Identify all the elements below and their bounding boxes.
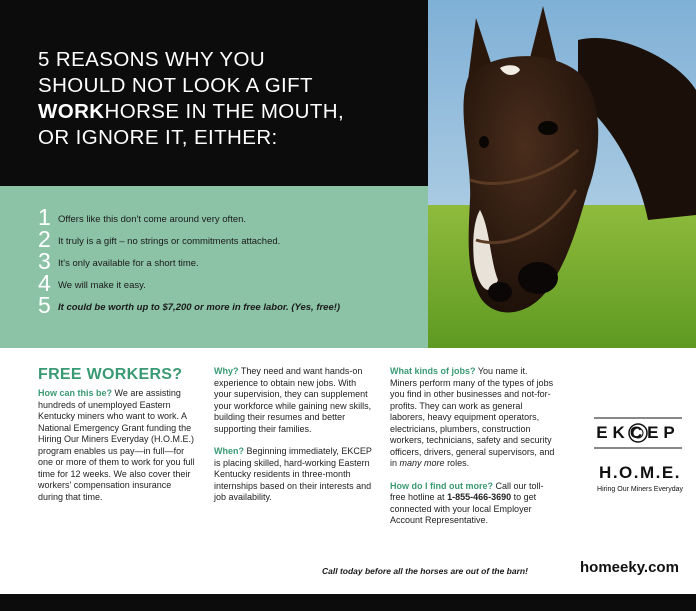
reason-item	[38, 272, 146, 294]
website-link[interactable]: homeeky.com	[580, 559, 679, 576]
reasons-panel	[0, 186, 428, 348]
reason-text: It's only available for a short time.	[58, 258, 199, 269]
why-answer: They need and want hands-on experience to obtain new jobs. With your supervision, they can supplement your workforce while gaining new skills, building their resumes and better supporting their families.	[214, 366, 372, 434]
reason-number: 2	[38, 226, 51, 252]
headline-line-3: HORSE IN THE MOUTH,	[104, 100, 345, 123]
more-info-paragraph	[390, 481, 555, 527]
reason-number: 1	[38, 204, 51, 230]
reason-number: 3	[38, 248, 51, 274]
reason-text: It could be worth up to $7,200 or more in free labor. (Yes, free!)	[58, 302, 341, 313]
ekcep-logo-text: EKCEP	[596, 423, 680, 442]
why-paragraph	[214, 366, 374, 435]
headline-panel	[0, 0, 428, 186]
reason-item	[38, 228, 280, 250]
how-answer: We are assisting hundreds of unemployed Eastern Kentucky miners who want to work. A National Emergency Grant funding the Hiring Our Miners Everyday (H.O.M.E.) program enables us pay—in full—for one or more of them to work for you full time for 12 weeks. We also cover their workers' compensation insurance during that time.	[38, 388, 195, 502]
horse-illustration	[428, 0, 696, 348]
headline-line-2: SHOULD NOT LOOK A GIFT	[38, 74, 313, 97]
reason-text: It truly is a gift – no strings or commitments attached.	[58, 236, 281, 247]
free-workers-title: FREE WORKERS?	[38, 366, 183, 383]
when-question: When?	[214, 446, 244, 456]
horse-photo	[428, 0, 696, 348]
home-logo-title: H.O.M.E.	[599, 463, 681, 482]
more-info-answer: Call our toll-free hotline at	[390, 480, 544, 502]
when-paragraph	[214, 446, 374, 504]
headline-line-1: 5 REASONS WHY YOU	[38, 48, 266, 71]
reason-item	[38, 250, 199, 272]
jobs-answer-emphasis: many more	[399, 458, 445, 468]
reason-number: 5	[38, 292, 51, 318]
hotline-phone[interactable]: 1-855-466-3690	[447, 492, 512, 502]
bottom-bar	[0, 594, 696, 611]
jobs-paragraph	[390, 366, 555, 470]
why-question: Why?	[214, 366, 239, 376]
how-paragraph	[38, 388, 198, 503]
reason-item	[38, 206, 246, 228]
why-when-column	[214, 366, 374, 515]
more-info-answer-end: to get connected with your local Employer Account Representative.	[390, 492, 537, 525]
reason-item	[38, 294, 340, 316]
reason-number: 4	[38, 270, 51, 296]
reason-text: Offers like this don't come around very often.	[58, 214, 247, 225]
more-info-question: How do I find out more?	[390, 480, 493, 491]
headline	[38, 47, 423, 151]
call-to-action: Call today before all the horses are out of the barn!	[322, 566, 528, 576]
reason-text: We will make it easy.	[58, 280, 146, 291]
jobs-column	[390, 366, 555, 538]
home-logo-subtitle: Hiring Our Miners Everyday	[597, 486, 683, 493]
headline-line-4: OR IGNORE IT, EITHER:	[38, 126, 278, 149]
jobs-answer: You name it. Miners perform many of the types of jobs you find in other businesses and not-for-profits. They can work as general laborers, heavy equipment operators, electricians, plumbers, construction workers, technicians, safety and security officers, drivers, general supervisors, and in	[390, 366, 555, 468]
free-workers-column	[38, 366, 198, 514]
ekcep-logo	[588, 412, 688, 454]
how-question: How can this be?	[38, 388, 113, 398]
when-answer: Beginning immediately, EKCEP is placing skilled, hard-working Eastern Kentucky residents in three-month internships based on their interests and job availability.	[214, 446, 372, 502]
jobs-question: What kinds of jobs?	[390, 366, 476, 376]
headline-bold-word: WORK	[38, 100, 105, 123]
jobs-answer-end: roles.	[447, 458, 470, 468]
